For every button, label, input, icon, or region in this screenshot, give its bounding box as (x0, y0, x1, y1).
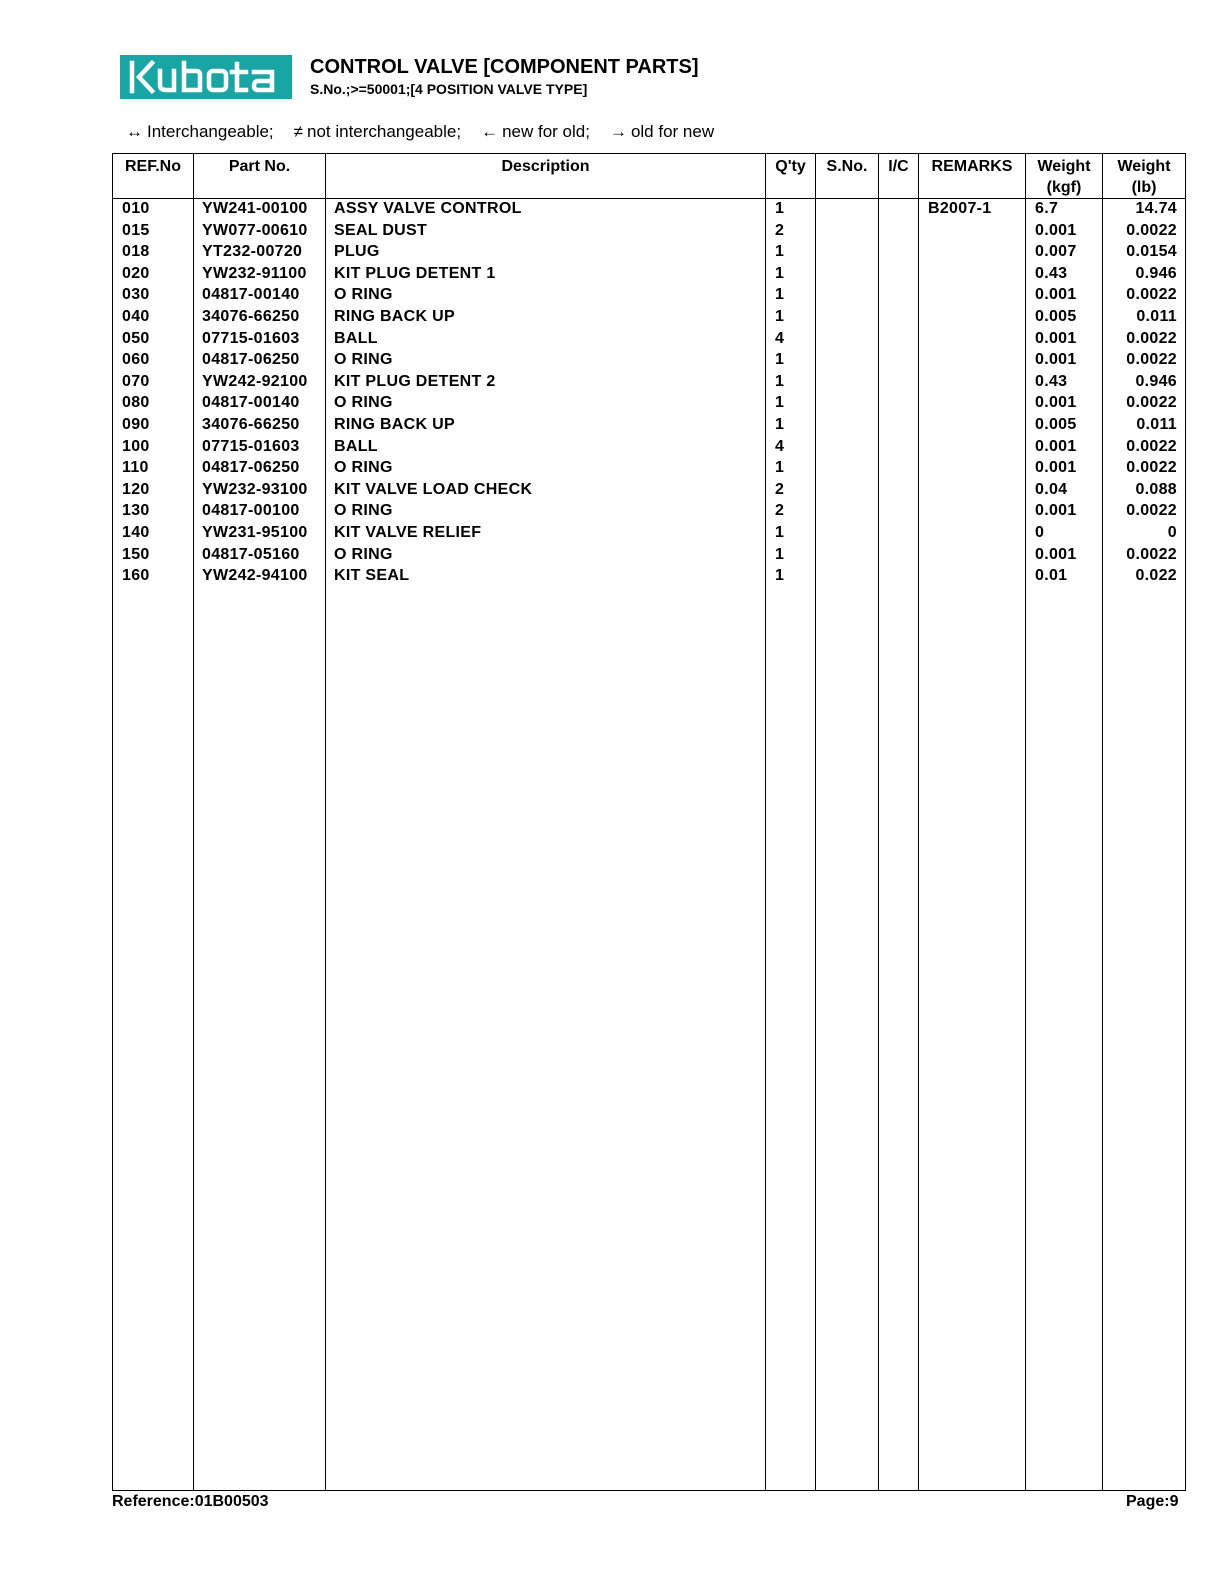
row-ic (879, 350, 919, 372)
parts-table (112, 153, 1186, 1491)
row-sno (816, 264, 879, 286)
row-qty: 1 (766, 458, 816, 480)
row-ic (879, 480, 919, 502)
row-sno (816, 221, 879, 243)
row-weight-kgf: 0.01 (1026, 566, 1103, 588)
row-remarks (919, 307, 1026, 329)
row-ic (879, 264, 919, 286)
empty-cell (194, 588, 326, 1491)
legend-interchangeable (126, 122, 274, 142)
row-remarks (919, 501, 1026, 523)
row-ic (879, 458, 919, 480)
table-row (113, 264, 1186, 286)
row-ref-no: 030 (113, 285, 194, 307)
row-weight-lb: 0.946 (1103, 264, 1186, 286)
row-ic (879, 545, 919, 567)
row-weight-kgf: 0 (1026, 523, 1103, 545)
row-sno (816, 199, 879, 221)
double-arrow-icon: ↔ (126, 122, 143, 141)
row-remarks (919, 329, 1026, 351)
row-sno (816, 285, 879, 307)
header-weight-label: Weight (1037, 158, 1091, 175)
row-remarks (919, 393, 1026, 415)
row-ref-no: 160 (113, 566, 194, 588)
header-remarks: REMARKS (919, 154, 1026, 199)
table-row (113, 523, 1186, 545)
row-part-no: 04817-00100 (194, 501, 326, 523)
row-description: RING BACK UP (326, 415, 766, 437)
row-ic (879, 566, 919, 588)
row-sno (816, 437, 879, 459)
row-weight-kgf: 0.001 (1026, 393, 1103, 415)
empty-cell (1026, 588, 1103, 1491)
row-description: KIT VALVE RELIEF (326, 523, 766, 545)
row-weight-lb: 0.0022 (1103, 458, 1186, 480)
row-weight-kgf: 0.04 (1026, 480, 1103, 502)
empty-cell (816, 588, 879, 1491)
row-description: SEAL DUST (326, 221, 766, 243)
row-remarks (919, 415, 1026, 437)
legend-old-for-new (610, 122, 714, 142)
table-row (113, 501, 1186, 523)
row-qty: 1 (766, 372, 816, 394)
row-ref-no: 090 (113, 415, 194, 437)
table-row (113, 458, 1186, 480)
table-filler-row (113, 588, 1186, 1491)
row-qty: 1 (766, 264, 816, 286)
row-remarks (919, 523, 1026, 545)
header-sno: S.No. (816, 154, 879, 199)
row-remarks (919, 372, 1026, 394)
row-sno (816, 501, 879, 523)
row-sno (816, 372, 879, 394)
row-weight-kgf: 0.43 (1026, 264, 1103, 286)
table-row (113, 221, 1186, 243)
table-row (113, 242, 1186, 264)
kubota-logo (120, 55, 292, 99)
row-part-no: 04817-05160 (194, 545, 326, 567)
row-qty: 1 (766, 415, 816, 437)
row-description: O RING (326, 545, 766, 567)
row-part-no: YW242-94100 (194, 566, 326, 588)
row-weight-lb: 0.011 (1103, 415, 1186, 437)
header-weight-unit: (kgf) (1046, 179, 1082, 196)
table-row (113, 566, 1186, 588)
row-sno (816, 480, 879, 502)
row-ic (879, 242, 919, 264)
row-qty: 1 (766, 393, 816, 415)
row-ic (879, 523, 919, 545)
right-arrow-icon: → (609, 122, 627, 141)
row-ref-no: 070 (113, 372, 194, 394)
row-ic (879, 393, 919, 415)
table-row (113, 393, 1186, 415)
table-row (113, 307, 1186, 329)
row-part-no: YT232-00720 (194, 242, 326, 264)
row-part-no: YW241-00100 (194, 199, 326, 221)
page-subtitle: S.No.;>=50001;[4 POSITION VALVE TYPE] (310, 81, 588, 97)
table-row (113, 329, 1186, 351)
legend-new-for-old (481, 122, 590, 142)
row-ic (879, 307, 919, 329)
row-ref-no: 120 (113, 480, 194, 502)
legend-label: Interchangeable; (147, 122, 274, 141)
empty-cell (113, 588, 194, 1491)
table-row (113, 285, 1186, 307)
row-ic (879, 221, 919, 243)
header-description: Description (326, 154, 766, 199)
empty-cell (766, 588, 816, 1491)
legend (126, 122, 734, 142)
row-ref-no: 100 (113, 437, 194, 459)
row-description: PLUG (326, 242, 766, 264)
empty-cell (919, 588, 1026, 1491)
row-part-no: 07715-01603 (194, 437, 326, 459)
row-part-no: 34076-66250 (194, 415, 326, 437)
row-ref-no: 010 (113, 199, 194, 221)
row-remarks (919, 545, 1026, 567)
row-remarks (919, 566, 1026, 588)
page-title: CONTROL VALVE [COMPONENT PARTS] (310, 56, 699, 78)
header-weight-label: Weight (1117, 158, 1171, 175)
row-description: O RING (326, 350, 766, 372)
row-qty: 1 (766, 350, 816, 372)
row-weight-kgf: 6.7 (1026, 199, 1103, 221)
table-row (113, 199, 1186, 221)
not-equal-icon: ≠ (293, 122, 303, 141)
header-weight-lb (1103, 154, 1186, 199)
row-weight-kgf: 0.001 (1026, 458, 1103, 480)
empty-cell (326, 588, 766, 1491)
empty-cell (879, 588, 919, 1491)
row-qty: 2 (766, 480, 816, 502)
row-remarks (919, 264, 1026, 286)
row-part-no: YW077-00610 (194, 221, 326, 243)
row-sno (816, 458, 879, 480)
row-weight-kgf: 0.001 (1026, 350, 1103, 372)
row-part-no: 04817-00140 (194, 393, 326, 415)
row-weight-lb: 0.0154 (1103, 242, 1186, 264)
table-header-row (113, 154, 1186, 199)
row-ic (879, 415, 919, 437)
row-sno (816, 566, 879, 588)
row-sno (816, 350, 879, 372)
row-qty: 2 (766, 501, 816, 523)
row-description: BALL (326, 329, 766, 351)
legend-label: new for old; (502, 122, 590, 141)
row-description: KIT PLUG DETENT 2 (326, 372, 766, 394)
empty-cell (1103, 588, 1186, 1491)
header-weight-unit: (lb) (1131, 179, 1157, 196)
row-ic (879, 372, 919, 394)
row-description: KIT SEAL (326, 566, 766, 588)
row-weight-kgf: 0.005 (1026, 307, 1103, 329)
row-weight-lb: 0.0022 (1103, 285, 1186, 307)
row-sno (816, 523, 879, 545)
row-remarks (919, 242, 1026, 264)
row-description: ASSY VALVE CONTROL (326, 199, 766, 221)
row-sno (816, 415, 879, 437)
header-ref: REF.No (113, 154, 194, 199)
row-ic (879, 329, 919, 351)
row-remarks (919, 480, 1026, 502)
row-remarks (919, 350, 1026, 372)
table-row (113, 350, 1186, 372)
row-description: O RING (326, 285, 766, 307)
row-part-no: YW242-92100 (194, 372, 326, 394)
row-remarks (919, 221, 1026, 243)
row-weight-lb: 0.0022 (1103, 350, 1186, 372)
table-row (113, 480, 1186, 502)
row-description: RING BACK UP (326, 307, 766, 329)
row-ref-no: 150 (113, 545, 194, 567)
row-part-no: 04817-06250 (194, 350, 326, 372)
row-sno (816, 545, 879, 567)
table-row (113, 437, 1186, 459)
row-part-no: 04817-00140 (194, 285, 326, 307)
row-ref-no: 130 (113, 501, 194, 523)
row-weight-lb: 0.088 (1103, 480, 1186, 502)
table-row (113, 372, 1186, 394)
row-sno (816, 307, 879, 329)
row-weight-lb: 0.022 (1103, 566, 1186, 588)
row-remarks (919, 285, 1026, 307)
row-ref-no: 060 (113, 350, 194, 372)
row-part-no: 34076-66250 (194, 307, 326, 329)
row-ic (879, 285, 919, 307)
row-weight-kgf: 0.001 (1026, 501, 1103, 523)
row-weight-kgf: 0.001 (1026, 437, 1103, 459)
row-qty: 1 (766, 199, 816, 221)
page-number: Page:9 (1126, 1493, 1179, 1510)
row-weight-lb: 0 (1103, 523, 1186, 545)
row-part-no: YW232-91100 (194, 264, 326, 286)
row-part-no: YW231-95100 (194, 523, 326, 545)
row-description: KIT PLUG DETENT 1 (326, 264, 766, 286)
row-description: KIT VALVE LOAD CHECK (326, 480, 766, 502)
row-ref-no: 015 (113, 221, 194, 243)
row-remarks (919, 437, 1026, 459)
reference-number: Reference:01B00503 (112, 1493, 269, 1510)
row-sno (816, 242, 879, 264)
row-weight-lb: 0.0022 (1103, 329, 1186, 351)
table-row (113, 415, 1186, 437)
row-description: O RING (326, 393, 766, 415)
row-weight-kgf: 0.001 (1026, 285, 1103, 307)
row-part-no: 04817-06250 (194, 458, 326, 480)
row-qty: 1 (766, 242, 816, 264)
row-weight-lb: 0.0022 (1103, 545, 1186, 567)
row-ref-no: 020 (113, 264, 194, 286)
header-ic: I/C (879, 154, 919, 199)
row-ref-no: 110 (113, 458, 194, 480)
row-ic (879, 199, 919, 221)
legend-label: old for new (630, 122, 715, 141)
row-remarks: B2007-1 (919, 199, 1026, 221)
row-description: O RING (326, 458, 766, 480)
row-weight-lb: 0.0022 (1103, 501, 1186, 523)
row-part-no: 07715-01603 (194, 329, 326, 351)
row-sno (816, 329, 879, 351)
row-weight-lb: 14.74 (1103, 199, 1186, 221)
row-qty: 2 (766, 221, 816, 243)
row-weight-lb: 0.011 (1103, 307, 1186, 329)
row-weight-kgf: 0.001 (1026, 545, 1103, 567)
row-ic (879, 437, 919, 459)
row-ref-no: 018 (113, 242, 194, 264)
left-arrow-icon: ← (481, 122, 499, 141)
row-qty: 1 (766, 545, 816, 567)
row-qty: 1 (766, 307, 816, 329)
row-remarks (919, 458, 1026, 480)
table-row (113, 545, 1186, 567)
row-weight-kgf: 0.43 (1026, 372, 1103, 394)
row-description: O RING (326, 501, 766, 523)
legend-not-interchangeable (294, 122, 461, 142)
row-ic (879, 501, 919, 523)
header-part: Part No. (194, 154, 326, 199)
row-weight-lb: 0.0022 (1103, 437, 1186, 459)
row-weight-kgf: 0.007 (1026, 242, 1103, 264)
row-qty: 1 (766, 285, 816, 307)
row-ref-no: 040 (113, 307, 194, 329)
row-weight-lb: 0.0022 (1103, 393, 1186, 415)
header-weight-kgf (1026, 154, 1103, 199)
row-ref-no: 050 (113, 329, 194, 351)
row-qty: 4 (766, 437, 816, 459)
row-weight-lb: 0.946 (1103, 372, 1186, 394)
row-weight-kgf: 0.005 (1026, 415, 1103, 437)
legend-label: not interchangeable; (307, 122, 462, 141)
row-ref-no: 080 (113, 393, 194, 415)
row-qty: 1 (766, 523, 816, 545)
row-weight-lb: 0.0022 (1103, 221, 1186, 243)
row-qty: 4 (766, 329, 816, 351)
row-ref-no: 140 (113, 523, 194, 545)
row-qty: 1 (766, 566, 816, 588)
row-description: BALL (326, 437, 766, 459)
row-weight-kgf: 0.001 (1026, 329, 1103, 351)
row-weight-kgf: 0.001 (1026, 221, 1103, 243)
row-part-no: YW232-93100 (194, 480, 326, 502)
row-sno (816, 393, 879, 415)
header-qty: Q'ty (766, 154, 816, 199)
